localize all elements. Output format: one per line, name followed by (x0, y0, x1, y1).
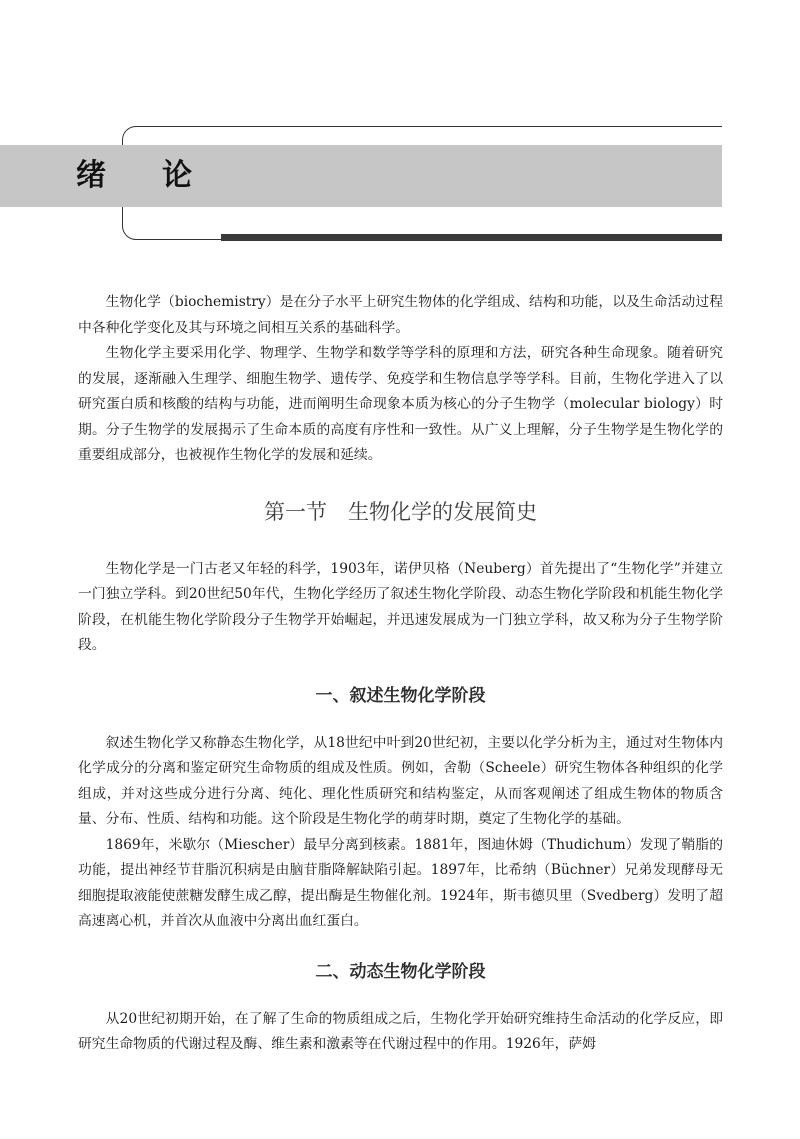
page-edge (722, 100, 800, 260)
section-paragraph: 生物化学是一门古老又年轻的科学，1903年，诺伊贝格（Neuberg）首先提出了“生物化学”并建立一门独立学科。到20世纪50年代，生物化学经历了叙述生物化学阶段、动态生物化学阶段和机能生物化学阶段，在机能生物化学阶段分子生物学开始崛起，并迅速发展成为一门独立学科，故又称为分子生物学阶段。 (78, 560, 723, 653)
subsection-2-paragraph: 从20世纪初期开始，在了解了生命的物质组成之后，生物化学开始研究维持生命活动的化学反应，即研究生命物质的代谢过程及酶、维生素和激素等在代谢过程中的作用。1926年，萨姆 (78, 1010, 723, 1052)
intro-paragraph-1: 生物化学（biochemistry）是在分子水平上研究生物体的化学组成、结构和功能，以及生命活动过程中各种化学变化及其与环境之间相互关系的基础科学。 (78, 294, 723, 336)
subsection-1-paragraph-2: 1869年，米歇尔（Miescher）最早分离到核素。1881年，图迪休姆（Thudichum）发现了鞘脂的功能，提出神经节苷脂沉积病是由脑苷脂降解缺陷引起。1897年，比希纳（Büchner）兄弟发现酵母无细胞提取液能使蔗糖发酵生成乙醇，提出酶是生物催化剂。1924年，斯韦德贝里（Svedberg）发明了超高速离心机，并首次从血液中分离出血红蛋白。 (78, 836, 723, 929)
intro-paragraph-2: 生物化学主要采用化学、物理学、生物学和数学等学科的原理和方法，研究各种生命现象。随着研究的发展，逐渐融入生理学、细胞生物学、遗传学、免疫学和生物信息学等学科。目前，生物化学进入了以研究蛋白质和核酸的结构与功能，进而阐明生命现象本质为核心的分子生物学（molecular biology）时期。分子生物学的发展揭示了生命本质的高度有序性和一致性。从广义上理解，分子生物学是生物化学的重要组成部分，也被视作生物化学的发展和延续。 (78, 345, 723, 463)
section-title: 第一节 生物化学的发展简史 (264, 499, 537, 524)
chapter-header-rule (221, 234, 722, 241)
subsection-title-2: 二、动态生物化学阶段 (315, 961, 486, 982)
chapter-title: 绪论 (76, 158, 248, 193)
subsection-1-paragraph-1: 叙述生物化学又称静态生物化学，从18世纪中叶到20世纪初，主要以化学分析为主，通过对生物体内化学成分的分离和鉴定研究生命物质的组成及性质。例如，舍勒（Scheele）研究生物体各种组织的化学组成，并对这些成分进行分离、纯化、理化性质研究和结构鉴定，从而客观阐述了组成生物体的物质含量、分布、性质、结构和功能。这个阶段是生物化学的萌芽时期，奠定了生物化学的基础。 (78, 734, 723, 827)
subsection-title-1: 一、叙述生物化学阶段 (315, 685, 486, 706)
page-body (78, 290, 723, 1058)
